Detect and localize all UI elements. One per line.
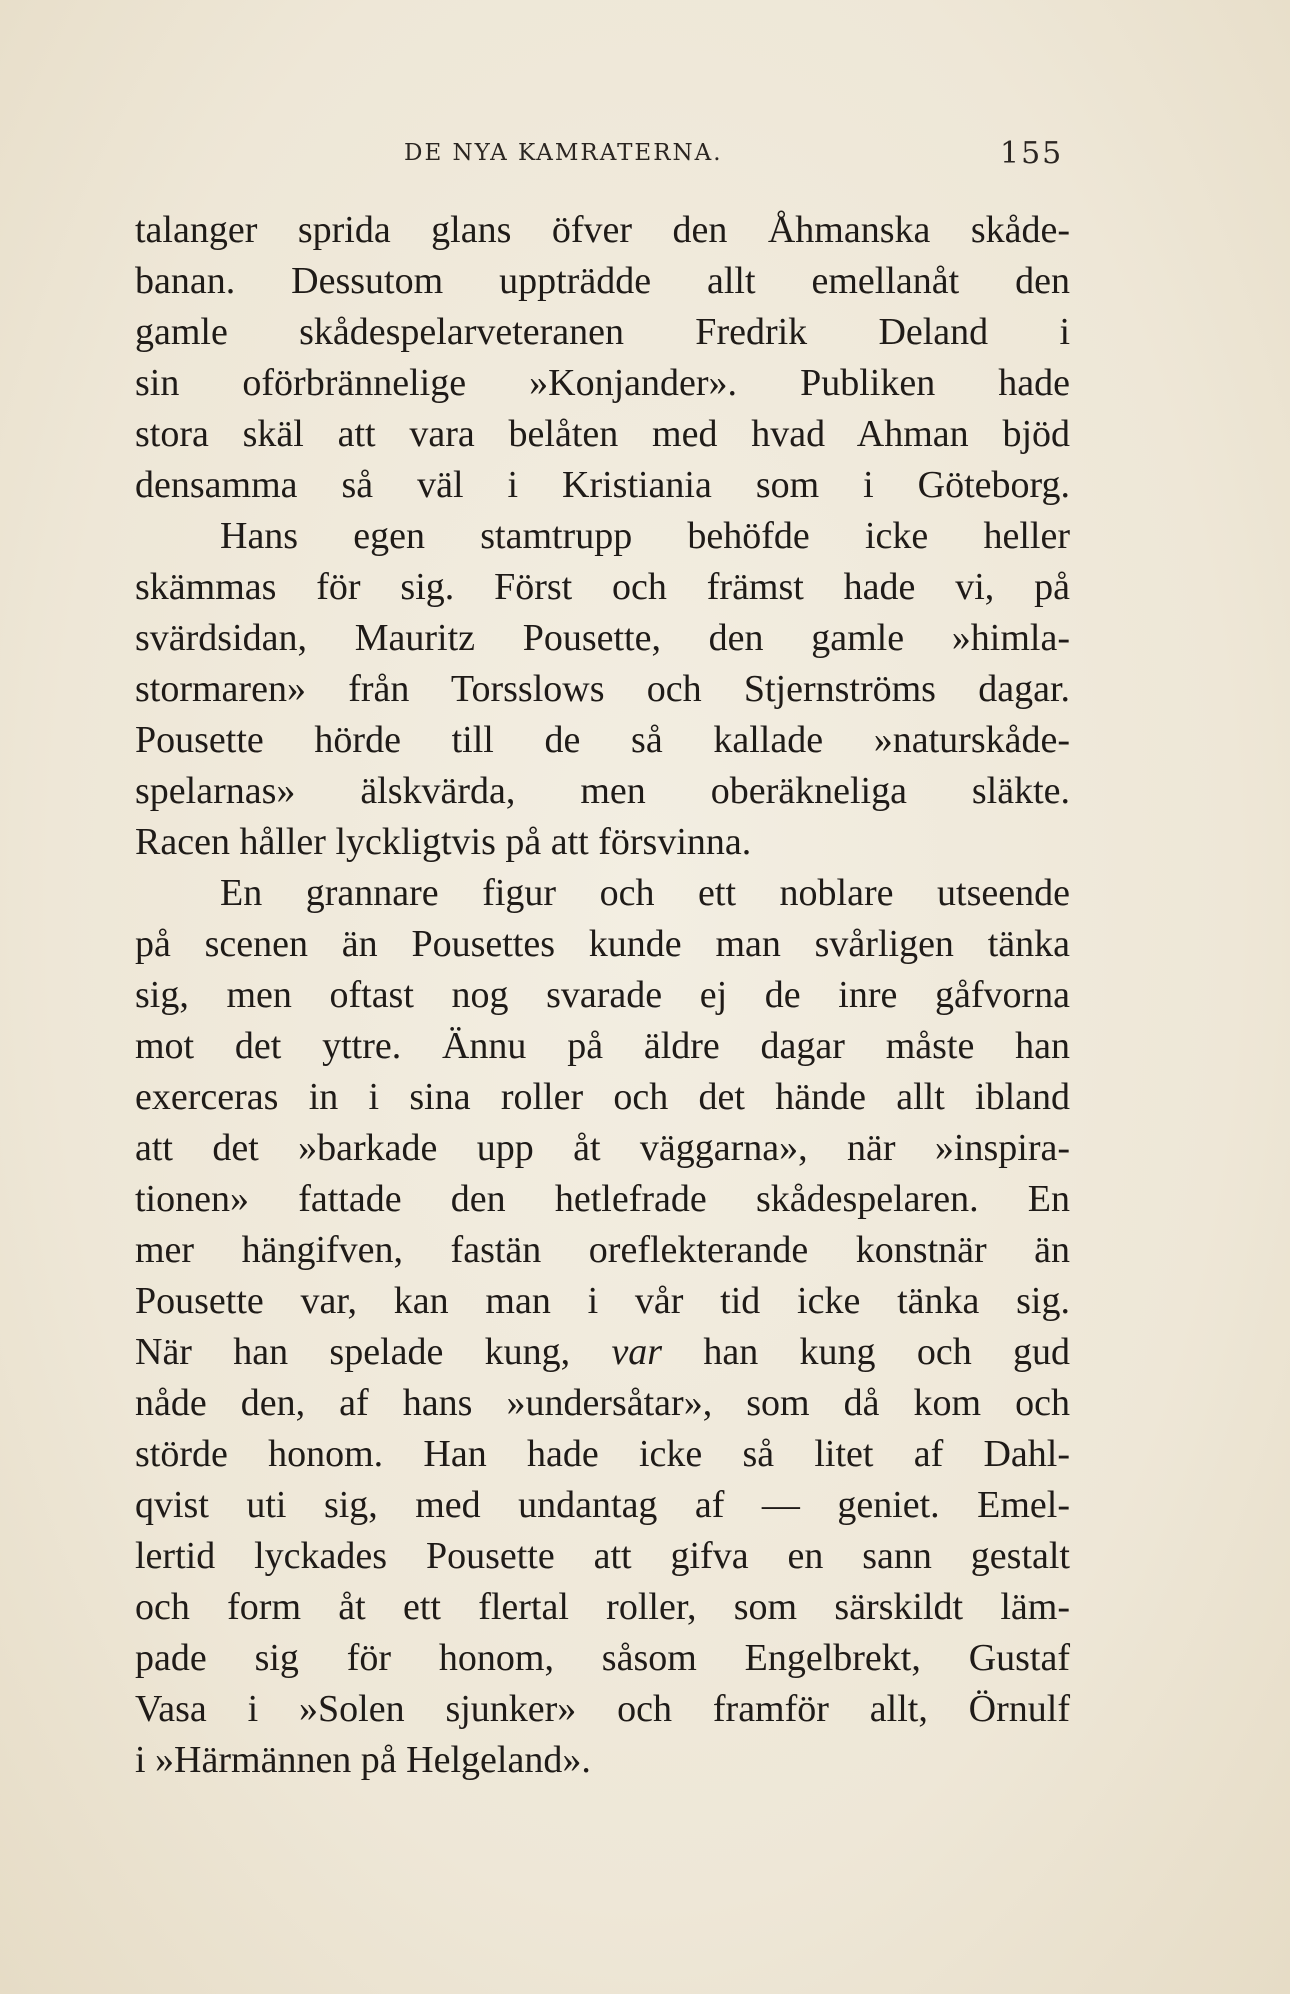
text-line: stora skäl att vara belåten med hvad Ahman bjöd: [135, 413, 1070, 455]
text-line: sig, men oftast nog svarade ej de inre gåfvorna: [135, 974, 1070, 1016]
text-segment: han kung och gud: [662, 1331, 1070, 1373]
text-line: stormaren» från Torsslows och Stjernströms dagar.: [135, 668, 1070, 710]
text-line: pade sig för honom, såsom Engelbrekt, Gustaf: [135, 1637, 1070, 1679]
text-line: Pousette var, kan man i vår tid icke tänka sig.: [135, 1280, 1070, 1322]
text-line: tionen» fattade den hetlefrade skådespelaren. En: [135, 1178, 1070, 1220]
text-line: densamma så väl i Kristiania som i Göteborg.: [135, 464, 1070, 506]
text-line: och form åt ett flertal roller, som särskildt läm-: [135, 1586, 1070, 1628]
text-segment: När han spelade kung,: [135, 1331, 612, 1373]
text-line: på scenen än Pousettes kunde man svårligen tänka: [135, 923, 1070, 965]
running-title: DE NYA KAMRATERNA.: [404, 140, 723, 166]
text-line: mer hängifven, fastän oreflekterande konstnär än: [135, 1229, 1070, 1271]
text-line: Hans egen stamtrupp behöfde icke heller: [220, 515, 1070, 557]
text-line: störde honom. Han hade icke så litet af Dahl-: [135, 1433, 1070, 1475]
text-line: Vasa i »Solen sjunker» och framför allt, Örnulf: [135, 1688, 1070, 1730]
italic-word: var: [611, 1331, 663, 1373]
text-line: spelarnas» älskvärda, men oberäkneliga släkte.: [135, 770, 1070, 812]
text-line: att det »barkade upp åt väggarna», när »inspira-: [135, 1127, 1070, 1169]
body-text: [135, 205, 1070, 1786]
text-line: i »Härmännen på Helgeland».: [135, 1739, 591, 1781]
text-line: gamle skådespelarveteranen Fredrik Deland i: [135, 311, 1070, 353]
text-line: Pousette hörde till de så kallade »naturskåde-: [135, 719, 1070, 761]
text-line: nåde den, af hans »undersåtar», som då kom och: [135, 1382, 1070, 1424]
text-line: skämmas för sig. Först och främst hade vi, på: [135, 566, 1070, 608]
text-line: sin oförbrännelige »Konjander». Publiken hade: [135, 362, 1070, 404]
text-line: lertid lyckades Pousette att gifva en sann gestalt: [135, 1535, 1070, 1577]
text-line: [135, 1327, 1070, 1378]
text-line: exerceras in i sina roller och det hände allt ibland: [135, 1076, 1070, 1118]
page-number: 155: [1000, 136, 1064, 171]
text-line: qvist uti sig, med undantag af — geniet. Emel-: [135, 1484, 1070, 1526]
text-line: Racen håller lyckligtvis på att försvinna.: [135, 821, 752, 863]
text-line: banan. Dessutom uppträdde allt emellanåt den: [135, 260, 1070, 302]
text-line: talanger sprida glans öfver den Åhmanska skåde-: [135, 209, 1070, 251]
text-line: mot det yttre. Ännu på äldre dagar måste han: [135, 1025, 1070, 1067]
text-line: svärdsidan, Mauritz Pousette, den gamle »himla-: [135, 617, 1070, 659]
text-line: En grannare figur och ett noblare utseende: [220, 872, 1070, 914]
